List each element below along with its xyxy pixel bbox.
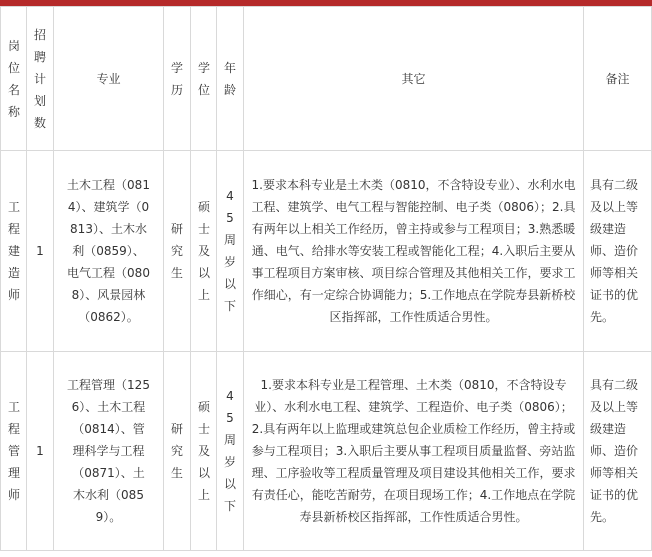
table-header-row [1, 7, 652, 151]
cell-other: 1.要求本科专业是土木类（0810，不含特设专业）、水利水电工程、建筑学、电气工程与智能控制、电子类（0806）；2.具有两年以上相关工作经历，曾主持或参与工程项目；3.熟悉暖通、电气、给排水等安装工程或智能化工程；4.入职后主要从事工程项目方案审核、项目综合管理及其他相关工作，要求工作细心，有一定综合协调能力；5.工作地点在学院寿县新桥校区指挥部，工作性质适合男性。 [244, 151, 584, 352]
cell-other: 1.要求本科专业是工程管理、土木类（0810，不含特设专业）、水利水电工程、建筑学、工程造价、电子类（0806）；2.具有两年以上监理或建筑总包企业质检工作经历，曾主持或参与工程项目；3.入职后主要从事工程项目质量监督、旁站监理、工序验收等工程质量管理及项目建设其他相关工作，要求有责任心，能吃苦耐劳，在项目现场工作；4.工作地点在学院寿县新桥校区指挥部，工作性质适合男性。 [244, 352, 584, 551]
cell-count: 1 [27, 352, 54, 551]
cell-position: 工程管理师 [1, 352, 27, 551]
cell-degree: 硕士及以上 [191, 151, 217, 352]
cell-note: 具有二级及以上等级建造师、造价师等相关证书的优先。 [584, 352, 652, 551]
header-major: 专业 [54, 7, 164, 151]
cell-major: 土木工程（0814）、建筑学（0813）、土木水利（0859）、电气工程（0808）、风景园林（0862）。 [54, 151, 164, 352]
cell-degree: 硕士及以上 [191, 352, 217, 551]
table-row [1, 352, 652, 551]
cell-major: 工程管理（1256）、土木工程（0814）、管理科学与工程（0871）、土木水利（0859）。 [54, 352, 164, 551]
header-note: 备注 [584, 7, 652, 151]
header-count: 招聘计划数 [27, 7, 54, 151]
header-education: 学历 [164, 7, 191, 151]
cell-position: 工程建造师 [1, 151, 27, 352]
cell-age: 45周岁以下 [217, 352, 244, 551]
cell-education: 研究生 [164, 352, 191, 551]
cell-note: 具有二级及以上等级建造师、造价师等相关证书的优先。 [584, 151, 652, 352]
cell-age: 45周岁以下 [217, 151, 244, 352]
recruitment-table [0, 6, 652, 551]
cell-education: 研究生 [164, 151, 191, 352]
header-degree: 学位 [191, 7, 217, 151]
header-other: 其它 [244, 7, 584, 151]
table-row [1, 151, 652, 352]
header-age: 年龄 [217, 7, 244, 151]
cell-count: 1 [27, 151, 54, 352]
header-position: 岗位名称 [1, 7, 27, 151]
